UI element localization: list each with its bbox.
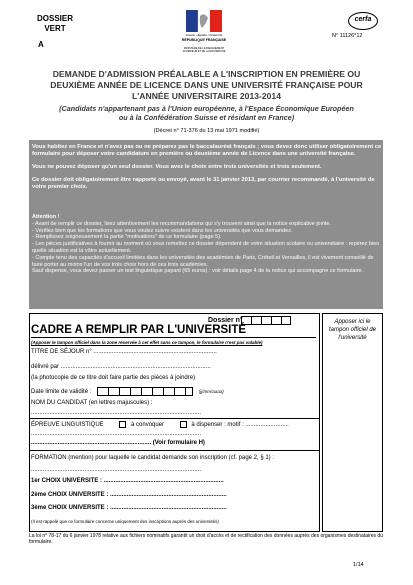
date-limite-label: Date limite de validité : (31, 389, 92, 396)
notice-paragraph-3: Ce dossier doit obligatoirement être rapporté ou envoyé, avant le 31 janvier 2013, par courrier recommandé, à l'université de votre premier choix. (32, 176, 375, 190)
convoquer-checkbox[interactable] (119, 421, 126, 428)
dispenser-label: à dispenser : motif : (191, 422, 244, 429)
attention-box (29, 214, 383, 309)
divider (29, 450, 320, 451)
attention-item: - Compte tenu des capacités d'accueil limitées dans les universités des académies de Paris, Créteil et Versailles, il est vivement conseillé de faire porter au moins l'un de vos trois choix hors de ces trois académies. (32, 254, 374, 268)
page-subtitle (20, 104, 393, 122)
stamp-line-1: Apposer ici le (334, 319, 371, 325)
cerfa-number: N° 11126*12 (332, 33, 363, 39)
choix-3-field[interactable]: 3ème CHOIX UNIVERSITE : ...................................................................... (31, 505, 227, 511)
dossier-number-field[interactable] (241, 316, 291, 325)
rappel-note: (Il est rappelé que ce formulaire concerne uniquement des inscriptions auprès des universités) (31, 519, 219, 524)
notice-paragraph-1: Vous habitez en France et n'avez pas ou ne préparez pas le baccalauréat français ; vous devez donc utiliser obligatoirement ce formulaire pour déposer votre candidature en première ou deuxième année de Licence dans une université française. (32, 143, 382, 157)
form-letter: A (38, 40, 44, 49)
subtitle-line-1: (Candidats n'appartenant pas à l'Union européenne, à l'Espace Économique Européen (59, 104, 354, 113)
divider (29, 418, 320, 419)
stamp-line-2: tampon officiel de (328, 327, 377, 333)
delivre-par-field[interactable]: délivré par .......................................................................................... (31, 364, 211, 370)
epreuve-label: ÉPREUVE LINGUISTIQUE (31, 422, 104, 429)
logo-republic: RÉPUBLIQUE FRANÇAISE (181, 38, 227, 42)
attention-item: - Vérifiez bien que les formations que vous voulez suivre existent dans les universités que vous demandez. (32, 227, 293, 234)
attention-item: Sauf dispense, vous devez passer un test linguistique payant (65 euros) : voir détails page 4 de la notice qui accompagne ce formulaire. (32, 268, 364, 275)
dossier-label (30, 14, 80, 34)
cadre-note: (Apposer le tampon officiel dans la zone réservée à cet effet sans ce tampon, le formulaire n'est pas valable) (31, 340, 263, 345)
formation-field[interactable]: ...................................................................................................... (31, 467, 202, 473)
attention-item: - Avant de remplir ce dossier, lisez attentivement les recommandations qui s'y trouvent ainsi que la notice explicative jointe. (32, 220, 332, 227)
choix-2-field[interactable]: 2ème CHOIX UNIVERSITE : ...................................................................... (31, 492, 227, 498)
notice-paragraph-2: Vous ne pouvez déposer qu'un seul dossier. Vous avez le choix entre trois universités et trois seulement. (32, 163, 322, 170)
photocopie-note: (la photocopie de ce titre doit faire partie des pièces à joindre) (31, 375, 196, 381)
logo-motto: Liberté • Égalité • Fraternité (185, 33, 223, 37)
decret-reference: (Décret n° 71-376 du 13 mai 1971 modifié) (153, 128, 260, 134)
attention-item: - Remplissez soigneusement la partie "motivations" de ce formulaire (page 5). (32, 234, 222, 241)
dispenser-motif-field[interactable]: .......................... (245, 422, 289, 429)
attention-list (32, 221, 380, 275)
date-limite-row (31, 387, 224, 396)
attention-title: Attention ! (32, 214, 60, 220)
legal-footer: La loi n° 78-17 du 6 janvier 1978 relative aux fichiers nominatifs garantit un droit d'accès et de rectification des données auprès des organismes destinataires du formulaire. (29, 533, 383, 545)
blank-line[interactable]: ...................................................................................................... (31, 431, 202, 437)
title-line-3: L'ANNÉE UNIVERSITAIRE 2013-2014 (132, 91, 281, 101)
nom-candidat-field[interactable]: ...................................................................................................... (31, 410, 202, 416)
epreuve-row (31, 421, 289, 429)
titre-sejour-field[interactable]: TITRE DE SÉJOUR n° .......................................................................... (31, 349, 217, 355)
cadre-underline (31, 337, 316, 338)
page-title (20, 69, 393, 102)
page-number: 1/14 (353, 562, 364, 568)
ministry-logo (164, 8, 244, 64)
choix-1-field[interactable]: 1er CHOIX UNIVERSITE : ........................................................................ (31, 478, 224, 484)
date-format-hint: (jj/mm/aaaa) (198, 389, 224, 395)
stamp-box (322, 313, 383, 532)
dossier-number-label: Dossier n° (208, 317, 243, 324)
logo-ministry: MINISTÈRE DE L'ENSEIGNEMENT SUPÉRIEUR ET DE LA RECHERCHE (182, 47, 226, 53)
stamp-line-3: l'université (338, 335, 367, 341)
dossier-word: DOSSIER (36, 14, 73, 23)
cadre-title: CADRE A REMPLIR PAR L'UNIVERSITÉ (31, 324, 247, 336)
convoquer-label: à convoquer (131, 422, 165, 429)
cerfa-logo: cerfa (348, 12, 378, 30)
motif-field[interactable]: ........................................................................ (Voir formulaire H) (31, 440, 205, 446)
dispenser-checkbox[interactable] (180, 421, 187, 428)
vert-word: VERT (44, 24, 66, 33)
subtitle-line-2: ou à la Confédération Suisse et résidant en France) (118, 113, 295, 122)
nom-candidat-label: NOM DU CANDIDAT (en lettres majuscules) : (31, 400, 153, 406)
attention-item: - Les pièces justificatives à fournir au moment où vous remettez ce dossier dépendent de votre situation scolaire ou universitaire : repérez bien quelle situation est la vôtre actuellement. (32, 241, 380, 254)
date-limite-input[interactable] (97, 387, 193, 396)
title-line-1: DEMANDE D'ADMISSION PRÉALABLE A L'INSCRIPTION EN PREMIÈRE OU (52, 69, 361, 79)
formation-label: FORMATION (mention) pour laquelle le candidat demande son inscription (cf. page 2, § 1) : (31, 455, 275, 461)
title-line-2: DEUXIÈME ANNÉE DE LICENCE DANS UNE UNIVERSITÉ FRANÇAISE POUR (50, 80, 363, 90)
